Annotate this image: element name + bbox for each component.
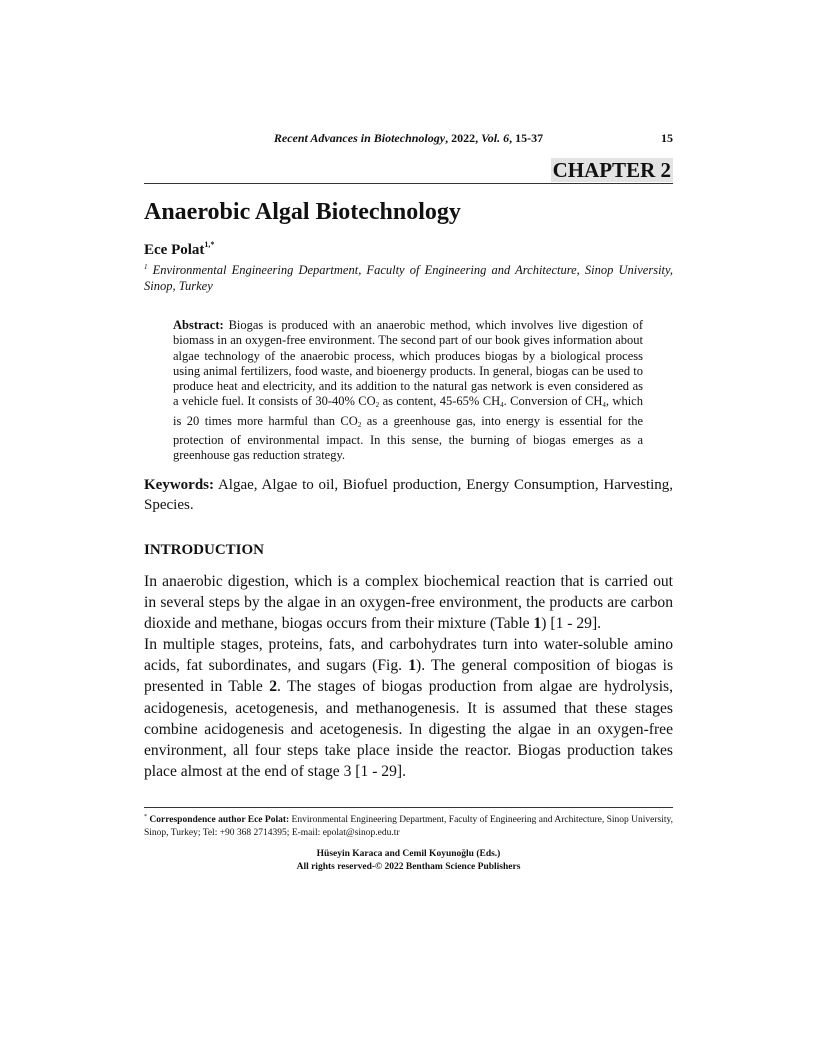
table-ref[interactable]: 2 [269, 678, 278, 696]
intro-paragraph-2: In multiple stages, proteins, fats, and carbohydrates turn into water-soluble amino acids, fat subordinates, and sugars (Fig. 1). The general composition of biogas is presented in Table 2. The stages of biogas production from algae are hydrolysis, acidogenesis, acetogenesis, and methanogenesis. It is assumed that these stages combine acidogenesis and acetogenesis. In digesting the algae in an oxygen-free environment, all four steps take place inside the reactor. Biogas production takes place almost at the end of stage 3 [1 - 29]. [144, 636, 674, 781]
page-number: 15 [661, 131, 673, 145]
journal-citation: Recent Advances in Biotechnology, 2022, Vol. 6, 15-37 [273, 131, 544, 145]
abstract: Abstract: Biogas is produced with an anaerobic method, which involves live digestion of biomass in an oxygen-free environment. The second part of our book gives information about algae technology of the anaerobic process, which produces biogas by a biological process using animal fertilizers, food waste, and bioenergy products. In general, biogas can be used to produce heat and electricity, and its addition to the natural gas network is even considered as a vehicle fuel. It consists of 30-40% $CO_2$ as content, 45-65% $CH_4$. Conversion of $CH_4$, which is 20 times more harmful than $CO_2$ as a greenhouse gas, into energy is essential for the protection of environmental impact. In this sense, the burning of biogas emerges as a greenhouse gas reduction strategy. [173, 318, 644, 463]
article-title: Anaerobic Algal Biotechnology [144, 199, 461, 225]
table-ref[interactable]: 1 [533, 615, 542, 633]
intro-paragraph-1: In anaerobic digestion, which is a complex biochemical reaction that is carried out in several steps by the algae in an oxygen-free environment, the products are carbon dioxide and methane, biogas occurs from their mixture (Table 1) [1 - 29]. [144, 573, 673, 633]
keywords: Keywords: Algae, Algae to oil, Biofuel production, Energy Consumption, Harvesting, Species. [144, 477, 673, 513]
footnote-divider [144, 807, 673, 808]
figure-ref[interactable]: 1 [408, 657, 417, 675]
volume: Vol. 6 [481, 131, 510, 145]
correspondence-footnote: * Correspondence author Ece Polat: Environmental Engineering Department, Faculty of Engineering and Architecture, Sinop University, Sinop, Turkey; Tel: +90 368 2714395; E-mail: epolat@sinop.edu.tr [144, 814, 673, 838]
chapter-label: CHAPTER 2 [552, 158, 671, 182]
editors-line: Hüseyin Karaca and Cemil Koyunoğlu (Eds.) [316, 849, 501, 859]
header-divider [144, 183, 673, 184]
keywords-label: Keywords: [144, 477, 214, 493]
copyright-line: All rights reserved-© 2022 Bentham Science Publishers [296, 861, 521, 872]
author-affiliation: $^1$ Environmental Engineering Department, Faculty of Engineering and Architecture, Sinop University, Sinop, Turkey [144, 263, 674, 293]
section-heading-introduction: INTRODUCTION [144, 542, 265, 558]
imprint [144, 848, 673, 873]
author-name: Ece Polat$^{1,*}$ [144, 240, 215, 258]
journal-name: Recent Advances in Biotechnology [273, 131, 446, 145]
abstract-label: Abstract: [173, 318, 224, 332]
running-header [144, 131, 673, 147]
